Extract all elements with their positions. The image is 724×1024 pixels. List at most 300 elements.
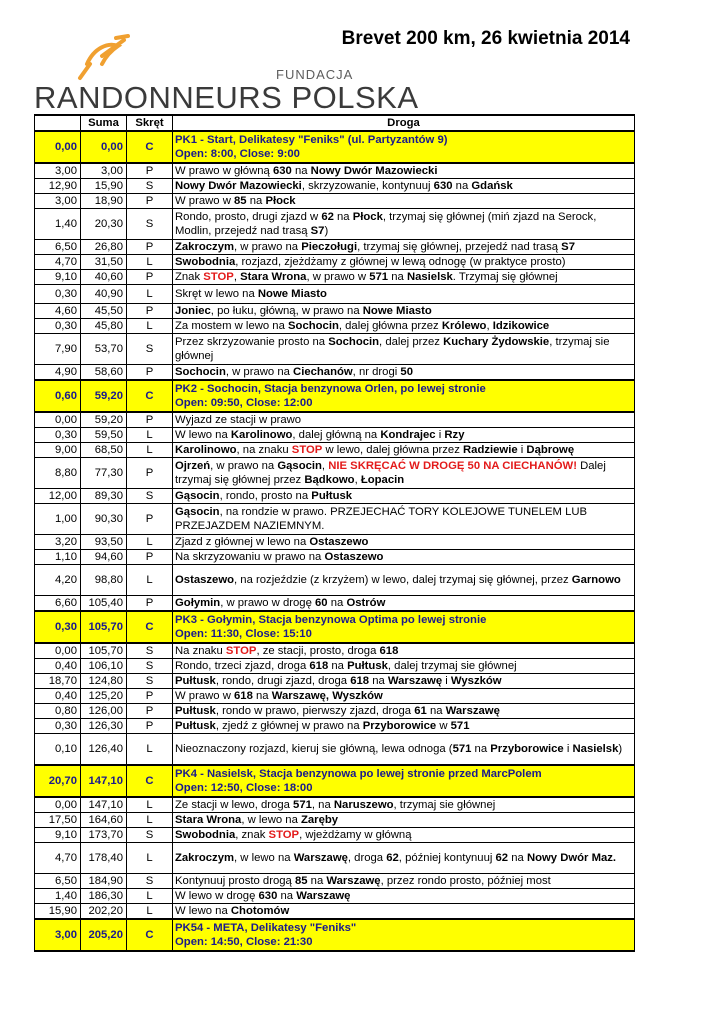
cell-road	[173, 458, 635, 489]
road-text: Dalej trzymaj się głównej przez	[175, 460, 606, 486]
road-text: Kondrajec	[380, 429, 436, 441]
road-text: Kuchary Żydowskie	[443, 336, 550, 348]
cell-sum: 45,50	[81, 304, 127, 319]
cell-sum: 186,30	[81, 889, 127, 904]
cell-dist: 12,00	[35, 489, 81, 504]
road-text: 571	[293, 799, 312, 811]
cell-turn: C	[127, 380, 173, 412]
page-title: Brevet 200 km, 26 kwietnia 2014	[341, 28, 630, 49]
cell-turn: P	[127, 270, 173, 285]
road-text: Swobodnia	[175, 829, 236, 841]
cell-dist: 1,40	[35, 209, 81, 240]
road-text: Karolinowo	[230, 429, 293, 441]
cell-dist: 1,10	[35, 550, 81, 565]
cell-sum: 205,20	[81, 919, 127, 951]
table-row	[35, 365, 635, 381]
page-header	[0, 0, 724, 115]
cell-turn: P	[127, 365, 173, 381]
road-text: 62	[495, 852, 509, 864]
cell-dist: 9,10	[35, 270, 81, 285]
road-text: S7	[561, 241, 575, 253]
cell-turn: L	[127, 535, 173, 550]
logo-line-2: RANDONNEURS POLSKA	[34, 80, 419, 115]
cell-road	[173, 304, 635, 319]
cell-turn: S	[127, 643, 173, 659]
cell-dist: 4,90	[35, 365, 81, 381]
cell-sum: 178,40	[81, 843, 127, 874]
road-text: i	[517, 444, 527, 456]
cell-sum: 40,90	[81, 285, 127, 304]
cell-sum: 20,30	[81, 209, 127, 240]
cell-road	[173, 704, 635, 719]
road-text: Gąsocin	[175, 506, 220, 518]
road-text: 60	[315, 597, 328, 609]
road-text: Warszawę	[445, 705, 500, 717]
road-text: Open: 8:00, Close: 9:00	[175, 148, 300, 160]
road-text: Ciechanów	[293, 366, 353, 378]
road-text: Kontynuuj prosto drogą	[175, 875, 295, 887]
road-text: Gąsocin	[175, 490, 220, 502]
warning-text: STOP	[203, 271, 234, 283]
cell-dist: 6,50	[35, 874, 81, 889]
header-road: Droga	[173, 115, 635, 131]
table-row	[35, 179, 635, 194]
road-text: 630	[433, 180, 453, 192]
road-text: Pułtusk	[175, 675, 216, 687]
road-text: Sochocin	[288, 320, 339, 332]
table-row	[35, 734, 635, 766]
road-text: , trzymaj się głównej, przejedź nad trasą	[357, 241, 562, 253]
cell-turn: L	[127, 813, 173, 828]
cell-road	[173, 904, 635, 920]
road-text: Przez skrzyzowanie prosto na	[175, 336, 329, 348]
road-text: , wjeżdżamy w główną	[299, 829, 412, 841]
cell-turn: P	[127, 240, 173, 255]
cell-dist: 0,30	[35, 719, 81, 734]
cell-turn: P	[127, 719, 173, 734]
cell-road	[173, 285, 635, 304]
road-text: , rondo w prawo, pierwszy zjazd, droga	[215, 705, 415, 717]
cell-dist: 15,90	[35, 904, 81, 920]
cell-sum: 26,80	[81, 240, 127, 255]
cell-road	[173, 209, 635, 240]
road-text: na	[252, 690, 272, 702]
cell-dist: 0,80	[35, 704, 81, 719]
cell-sum: 15,90	[81, 179, 127, 194]
cell-road	[173, 163, 635, 179]
cell-dist: 0,40	[35, 659, 81, 674]
cell-dist: 4,60	[35, 304, 81, 319]
road-text: Nasielsk	[572, 743, 619, 755]
road-text: , skrzyzowanie, kontynuuj	[301, 180, 434, 192]
cell-dist: 17,50	[35, 813, 81, 828]
road-text: Gdańsk	[471, 180, 513, 192]
cell-road	[173, 734, 635, 766]
road-text: , później kontynuuj	[398, 852, 496, 864]
road-text: Swobodnia	[175, 256, 236, 268]
table-row	[35, 504, 635, 535]
road-text: Gąsocin	[277, 460, 322, 472]
checkpoint-row	[35, 919, 635, 951]
cell-road	[173, 889, 635, 904]
road-text: Ostaszewo	[309, 536, 369, 548]
cell-sum: 105,70	[81, 643, 127, 659]
table-row	[35, 550, 635, 565]
cell-sum: 106,10	[81, 659, 127, 674]
cell-road	[173, 719, 635, 734]
cell-turn: C	[127, 765, 173, 797]
checkpoint-row	[35, 611, 635, 643]
cell-road	[173, 674, 635, 689]
road-text: i	[435, 429, 445, 441]
road-text: Open: 11:30, Close: 15:10	[175, 628, 312, 640]
cell-sum: 98,80	[81, 565, 127, 596]
road-text: Łopacin	[360, 474, 405, 486]
table-row	[35, 689, 635, 704]
cell-turn: P	[127, 458, 173, 489]
table-row	[35, 719, 635, 734]
table-row	[35, 443, 635, 458]
cell-turn: P	[127, 304, 173, 319]
table-row	[35, 458, 635, 489]
road-text: , ze stacji, prosto, droga	[256, 645, 380, 657]
checkpoint-row	[35, 765, 635, 797]
cell-dist: 8,80	[35, 458, 81, 489]
cell-turn: C	[127, 611, 173, 643]
table-row	[35, 285, 635, 304]
road-text: Zakroczym	[175, 852, 235, 864]
header-dist	[35, 115, 81, 131]
road-text: 630	[272, 165, 292, 177]
cell-road	[173, 380, 635, 412]
cell-road	[173, 489, 635, 504]
road-text: PK3 - Gołymin, Stacja benzynowa Optima po lewej stronie	[175, 614, 487, 626]
cell-sum: 124,80	[81, 674, 127, 689]
road-text: , rozjazd, zjeżdżamy z głównej w lewą odnogę (w praktyce prosto)	[235, 256, 566, 268]
road-text: Ostaszewo	[175, 574, 235, 586]
cell-turn: S	[127, 179, 173, 194]
cell-dist: 3,00	[35, 194, 81, 209]
road-text: 618	[309, 660, 329, 672]
road-text: Sochocin	[175, 366, 226, 378]
road-text: S7	[310, 225, 325, 237]
road-text: Przyborowice	[490, 743, 564, 755]
cell-dist: 0,40	[35, 689, 81, 704]
road-text: Naruszewo	[333, 799, 394, 811]
cell-turn: S	[127, 659, 173, 674]
cell-sum: 68,50	[81, 443, 127, 458]
road-text: ,	[354, 474, 361, 486]
road-text: Nowy Dwór Mazowiecki	[175, 180, 302, 192]
cell-sum: 40,60	[81, 270, 127, 285]
cell-sum: 126,30	[81, 719, 127, 734]
road-text: 618	[234, 690, 253, 702]
cell-sum: 147,10	[81, 797, 127, 813]
road-text: , trzymaj sie głównej	[175, 336, 610, 362]
cell-turn: P	[127, 194, 173, 209]
road-text: Stara Wrona	[175, 814, 242, 826]
cell-turn: L	[127, 889, 173, 904]
road-text: , zjedź z głównej w prawo na	[215, 720, 363, 732]
table-row	[35, 889, 635, 904]
road-text: , na rondzie w prawo. PRZEJECHAĆ TORY KOLEJOWE TUNELEM LUB PRZEJAZDEM NAZIEMNYM.	[175, 506, 588, 532]
cell-road	[173, 179, 635, 194]
road-text: 62	[386, 852, 399, 864]
cell-dist: 0,00	[35, 412, 81, 428]
header-sum: Suma	[81, 115, 127, 131]
road-text: 50	[400, 366, 413, 378]
road-text: , przez rondo prosto, później most	[380, 875, 551, 887]
cell-turn: L	[127, 428, 173, 443]
cell-road	[173, 596, 635, 612]
cell-turn: S	[127, 209, 173, 240]
cell-road	[173, 365, 635, 381]
table-row	[35, 428, 635, 443]
road-text: na	[307, 875, 327, 887]
cell-road	[173, 504, 635, 535]
cell-dist: 4,20	[35, 565, 81, 596]
cell-dist: 0,10	[35, 734, 81, 766]
road-text: na	[328, 660, 348, 672]
cell-sum: 31,50	[81, 255, 127, 270]
road-text: 61	[414, 705, 427, 717]
cell-dist: 0,30	[35, 319, 81, 334]
road-text: Znak	[175, 271, 204, 283]
road-text: 85	[294, 875, 308, 887]
cell-sum: 77,30	[81, 458, 127, 489]
cell-road	[173, 874, 635, 889]
road-text: ,	[233, 271, 241, 283]
road-text: Pułtusk	[311, 490, 353, 502]
road-text: na	[508, 852, 527, 864]
table-row	[35, 209, 635, 240]
road-text: Nasielsk	[406, 271, 453, 283]
cell-road	[173, 412, 635, 428]
cell-road	[173, 659, 635, 674]
road-text: Wyjazd ze stacji w prawo	[175, 414, 302, 426]
cell-dist: 9,10	[35, 828, 81, 843]
cell-sum: 105,40	[81, 596, 127, 612]
cell-dist: 0,30	[35, 285, 81, 304]
road-text: Bądkowo	[304, 474, 355, 486]
road-text: , w prawo na	[234, 241, 302, 253]
road-text: , w lewo na	[234, 852, 294, 864]
cell-dist: 1,00	[35, 504, 81, 535]
road-text: Wyszków	[450, 675, 502, 687]
road-text: , w lewo na	[241, 814, 301, 826]
table-row	[35, 489, 635, 504]
table-row	[35, 704, 635, 719]
road-text: PK1 - Start, Delikatesy "Feniks" (ul. Partyzantów 9)	[175, 134, 448, 146]
road-text: PK2 - Sochocin, Stacja benzynowa Orlen, po lewej stronie	[175, 383, 486, 395]
road-text: Open: 14:50, Close: 21:30	[175, 936, 313, 948]
table-row	[35, 643, 635, 659]
cell-sum: 58,60	[81, 365, 127, 381]
road-text: na	[369, 675, 388, 687]
road-text: Ze stacji w lewo, droga	[175, 799, 294, 811]
road-text: Nowy Dwór Maz.	[526, 852, 617, 864]
road-text: na	[426, 705, 446, 717]
cell-dist: 6,50	[35, 240, 81, 255]
cell-road	[173, 689, 635, 704]
road-text: Dąbrowę	[526, 444, 575, 456]
cell-dist: 0,30	[35, 428, 81, 443]
road-text: , nr drogi	[352, 366, 401, 378]
cell-sum: 45,80	[81, 319, 127, 334]
cell-dist: 18,70	[35, 674, 81, 689]
cell-dist: 12,90	[35, 179, 81, 194]
table-row	[35, 535, 635, 550]
table-row	[35, 412, 635, 428]
table-row	[35, 163, 635, 179]
route-table	[34, 114, 635, 952]
road-text: Nowy Dwór Mazowiecki	[310, 165, 438, 177]
cell-turn: S	[127, 334, 173, 365]
road-text: na	[246, 195, 266, 207]
cell-sum: 184,90	[81, 874, 127, 889]
road-text: Warszawę, Wyszków	[271, 690, 383, 702]
cell-sum: 173,70	[81, 828, 127, 843]
table-row	[35, 240, 635, 255]
cell-road	[173, 240, 635, 255]
road-text: Skręt w lewo na	[175, 288, 258, 300]
cell-sum: 93,50	[81, 535, 127, 550]
cell-turn: L	[127, 443, 173, 458]
road-text: Ojrzeń	[175, 460, 211, 472]
road-text: Stara Wrona	[240, 271, 307, 283]
cell-sum: 90,30	[81, 504, 127, 535]
road-text: Na znaku	[175, 645, 226, 657]
cell-dist: 0,00	[35, 643, 81, 659]
road-text: , na	[311, 799, 334, 811]
road-text: na	[471, 743, 491, 755]
road-text: 85	[234, 195, 247, 207]
cell-turn: C	[127, 919, 173, 951]
road-text: 571	[450, 720, 470, 732]
warning-text: STOP	[225, 645, 257, 657]
cell-turn: S	[127, 874, 173, 889]
cell-road	[173, 334, 635, 365]
cell-dist: 7,90	[35, 334, 81, 365]
cell-sum: 89,30	[81, 489, 127, 504]
cell-dist: 0,00	[35, 797, 81, 813]
road-text: 571	[452, 743, 472, 755]
road-text: Warszawę	[293, 852, 348, 864]
cell-road	[173, 270, 635, 285]
road-text: Joniec	[175, 305, 211, 317]
cell-sum: 94,60	[81, 550, 127, 565]
road-text: Pieczoługi	[301, 241, 358, 253]
road-text: , rondo, drugi zjazd, droga	[215, 675, 351, 687]
cell-dist: 9,00	[35, 443, 81, 458]
cell-turn: S	[127, 674, 173, 689]
cell-turn: P	[127, 504, 173, 535]
road-text: Rondo, trzeci zjazd, droga	[175, 660, 310, 672]
road-text: , w prawo na	[210, 460, 278, 472]
cell-road	[173, 813, 635, 828]
table-row	[35, 813, 635, 828]
cell-sum: 105,70	[81, 611, 127, 643]
road-text: i	[563, 743, 573, 755]
logo-line-1: FUNDACJA	[276, 67, 354, 82]
table-row	[35, 797, 635, 813]
road-text: Open: 12:50, Close: 18:00	[175, 782, 313, 794]
road-text: Zakroczym	[175, 241, 235, 253]
road-text: Pułtusk	[175, 720, 216, 732]
cell-road	[173, 428, 635, 443]
road-text: w lewo, dalej główna przez	[322, 444, 463, 456]
cell-dist: 0,30	[35, 611, 81, 643]
road-text: ,	[321, 460, 329, 472]
cell-road	[173, 919, 635, 951]
table-row	[35, 334, 635, 365]
road-text: Gołymin	[175, 597, 221, 609]
road-text: Sochocin	[328, 336, 380, 348]
cell-road	[173, 797, 635, 813]
road-text: , w prawo w	[306, 271, 370, 283]
cell-sum: 18,90	[81, 194, 127, 209]
cell-sum: 59,20	[81, 380, 127, 412]
cell-turn: P	[127, 412, 173, 428]
cell-road	[173, 843, 635, 874]
table-row	[35, 904, 635, 920]
road-text: na	[333, 211, 353, 223]
road-text: , w prawo w drogę	[220, 597, 316, 609]
road-text: Ostrów	[346, 597, 386, 609]
cell-dist: 1,40	[35, 889, 81, 904]
table-row	[35, 319, 635, 334]
header-turn: Skręt	[127, 115, 173, 131]
road-text: , trzymaj sie głównej	[393, 799, 496, 811]
cell-turn: P	[127, 596, 173, 612]
road-text: , dalej główną na	[292, 429, 381, 441]
road-text: Rondo, prosto, drugi zjazd w	[175, 211, 322, 223]
road-text: 571	[369, 271, 389, 283]
road-text: Płock	[352, 211, 383, 223]
cell-road	[173, 550, 635, 565]
table-row	[35, 596, 635, 612]
road-text: , na rozjeździe (z krzyżem) w lewo, dalej trzymaj się głównej, przez	[234, 574, 572, 586]
road-text: Ostaszewo	[324, 551, 384, 563]
road-text: , dalej główna przez	[338, 320, 442, 332]
road-text: Królewo	[441, 320, 487, 332]
cell-sum: 59,50	[81, 428, 127, 443]
road-text: Pułtusk	[175, 705, 216, 717]
cell-turn: L	[127, 255, 173, 270]
table-row	[35, 674, 635, 689]
cell-turn: P	[127, 163, 173, 179]
road-text: Zaręby	[301, 814, 339, 826]
cell-turn: L	[127, 797, 173, 813]
cell-sum: 126,40	[81, 734, 127, 766]
road-text: na	[327, 597, 347, 609]
road-text: na	[452, 180, 472, 192]
cell-turn: L	[127, 904, 173, 920]
route-table-body	[35, 131, 635, 951]
road-text: Pułtusk	[347, 660, 388, 672]
road-text: Płock	[265, 195, 296, 207]
warning-text: STOP	[291, 444, 323, 456]
road-text: Radziewie	[463, 444, 518, 456]
road-text: W prawo w główną	[175, 165, 273, 177]
road-text: 618	[350, 675, 370, 687]
cell-road	[173, 194, 635, 209]
table-row	[35, 194, 635, 209]
road-text: Nowe Miasto	[257, 288, 327, 300]
road-text: , rondo, prosto na	[219, 490, 312, 502]
road-text: Idzikowice	[492, 320, 550, 332]
cell-turn: P	[127, 689, 173, 704]
